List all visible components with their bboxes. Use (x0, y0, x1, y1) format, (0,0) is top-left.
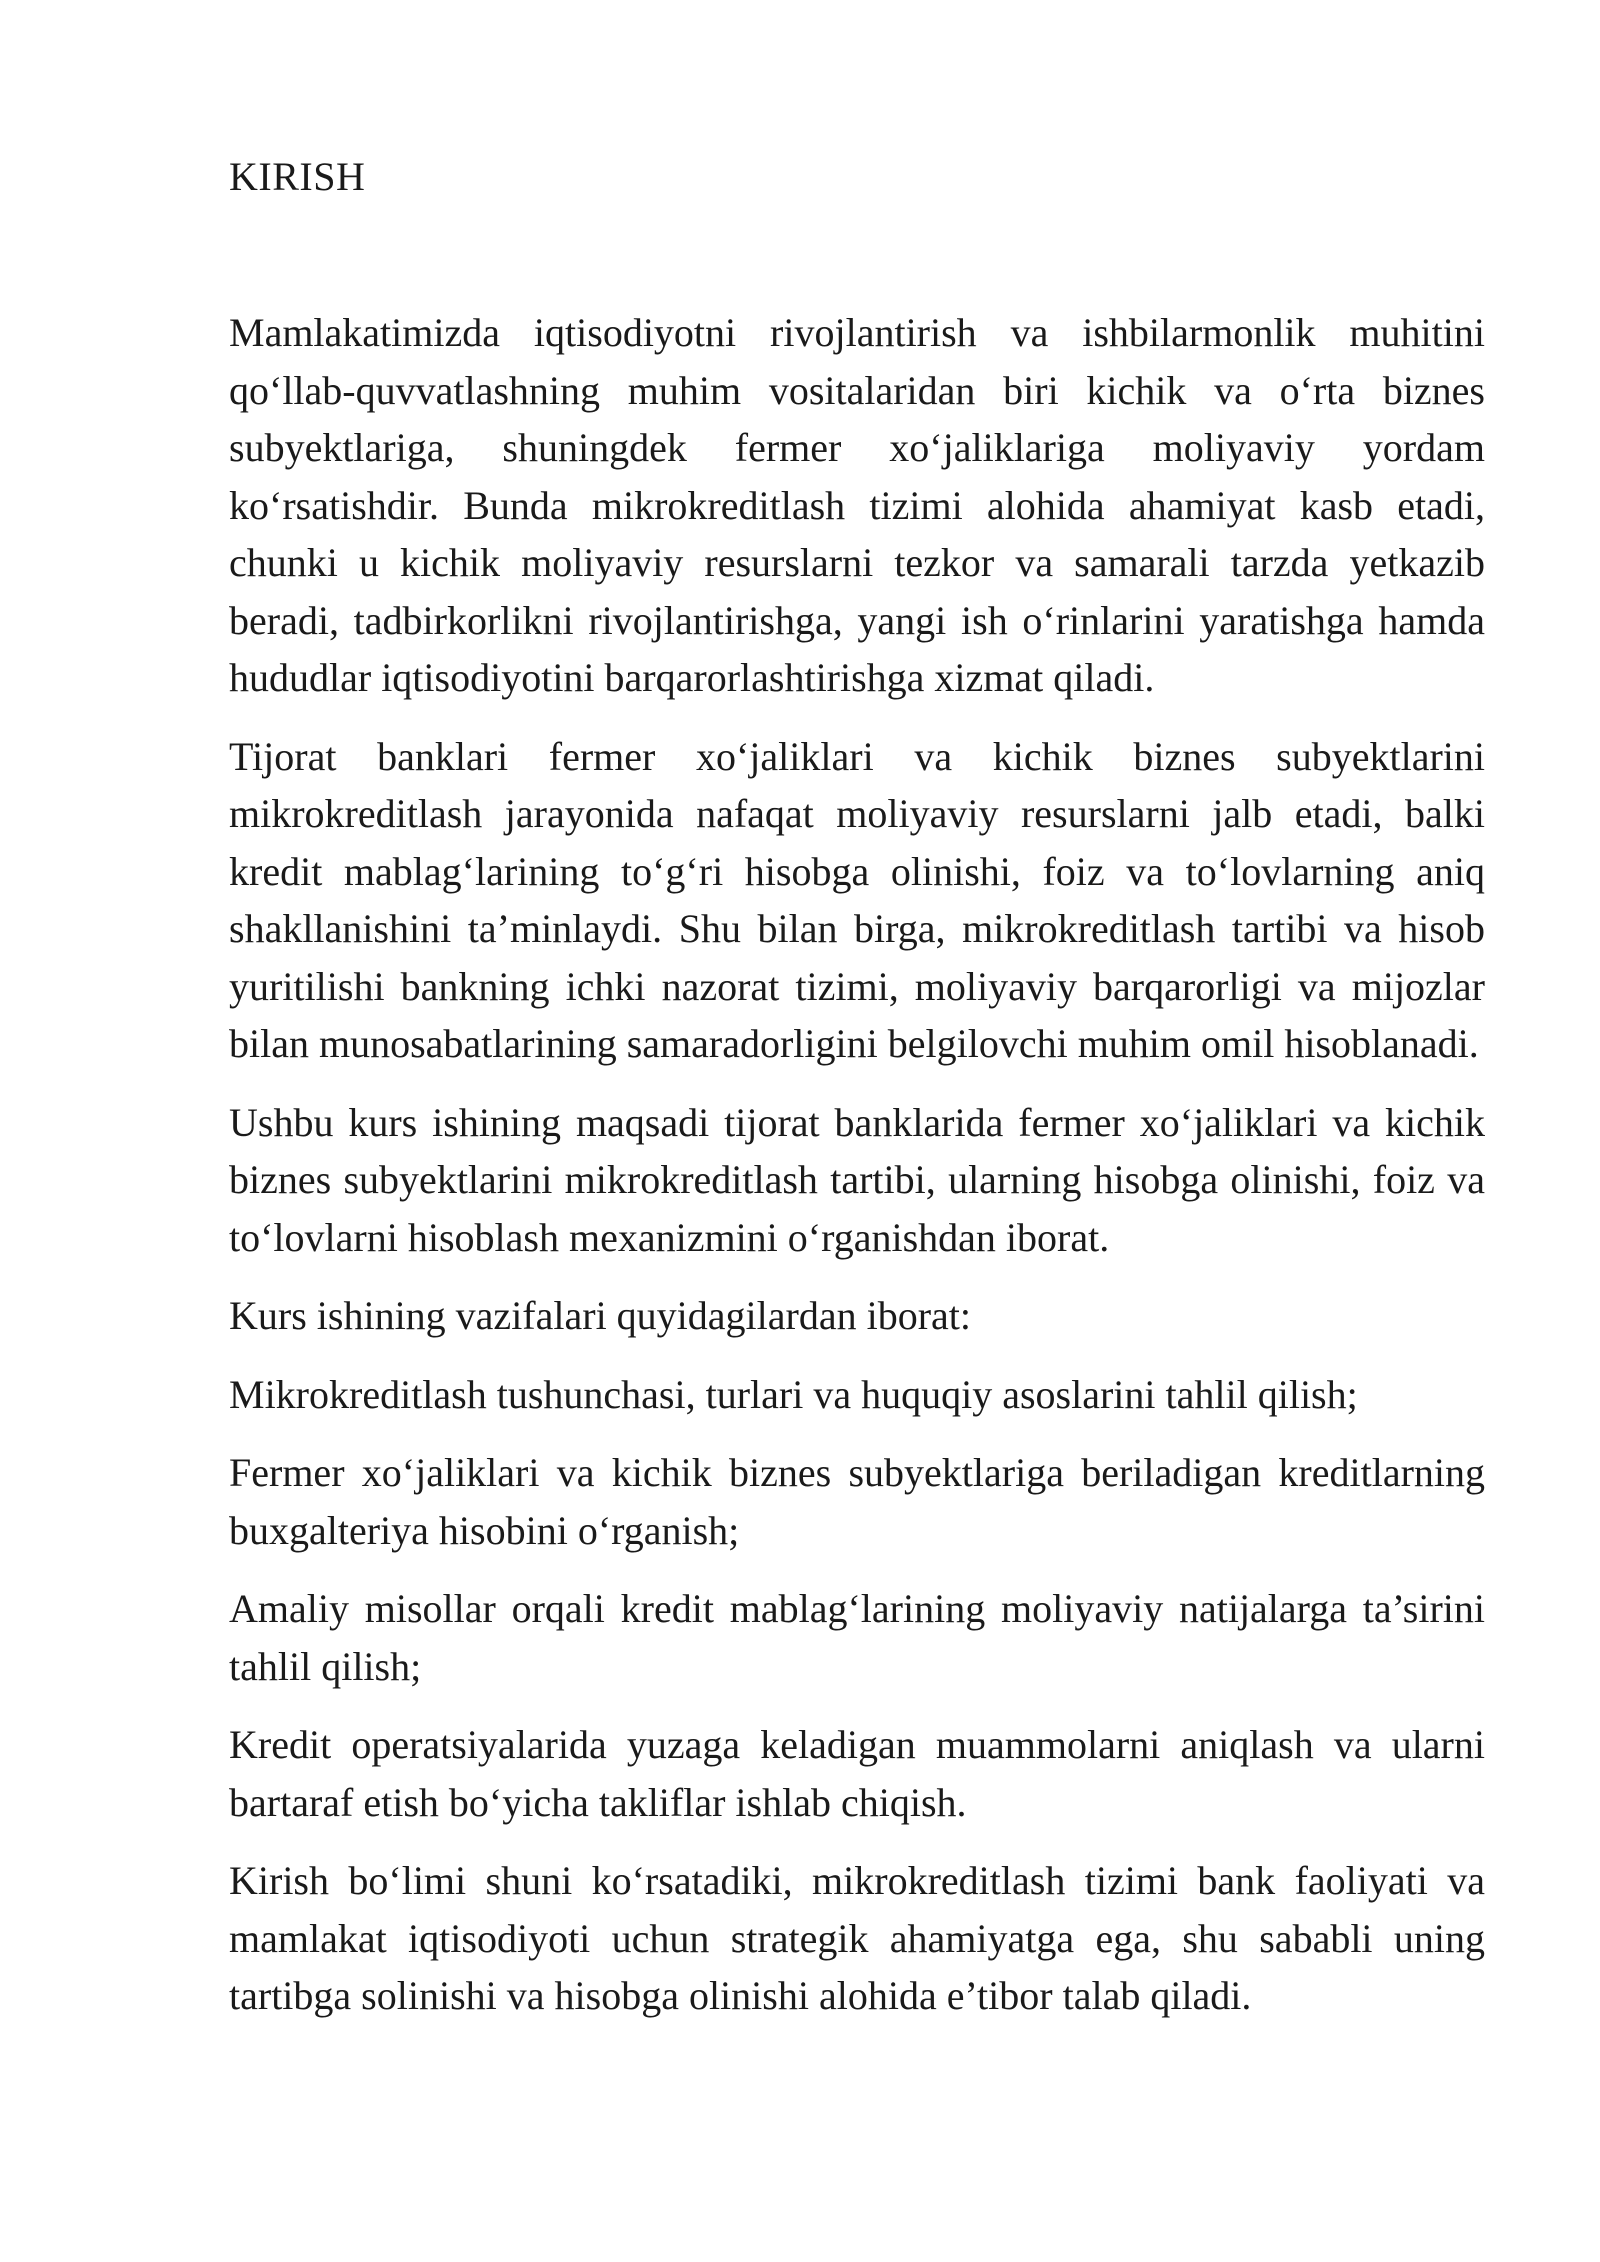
section-heading: KIRISH (229, 154, 366, 199)
paragraph-task-1: Mikrokreditlash tushunchasi, turlari va huquqiy asoslarini tahlil qilish; (229, 1371, 1358, 1417)
paragraph-task-2: Fermer xo‘jaliklari va kichik biznes subyektlariga beriladigan kreditlarning buxgalteriya hisobini o‘rganish; (229, 1450, 1485, 1553)
paragraph-goal: Ushbu kurs ishining maqsadi tijorat banklarida fermer xo‘jaliklari va kichik biznes subyektlarini mikrokreditlash tartibi, ularning hisobga olinishi, foiz va to‘lovlarni hisoblash mexanizmini o‘rganishdan iborat. (229, 1099, 1485, 1260)
paragraph-conclusion: Kirish bo‘limi shuni ko‘rsatadiki, mikrokreditlash tizimi bank faoliyati va mamlakat iqtisodiyoti uchun strategik ahamiyatga ega, shu sababli uning tartibga solinishi va hisobga olinishi alohida e’tibor talab qiladi. (229, 1858, 1485, 2018)
document-body (229, 148, 1485, 2046)
paragraph-banks: Tijorat banklari fermer xo‘jaliklari va kichik biznes subyektlarini mikrokreditlash jarayonida nafaqat moliyaviy resurslarni jalb etadi, balki kredit mablag‘larining to‘g‘ri hisobga olinishi, foiz va to‘lovlarning aniq shakllanishini ta’minlaydi. Shu bilan birga, mikrokreditlash tartibi va hisob yuritilishi bankning ichki nazorat tizimi, moliyaviy barqarorligi va mijozlar bilan munosabatlarining samaradorligini belgilovchi muhim omil hisoblanadi. (229, 733, 1485, 1066)
paragraph-task-4: Kredit operatsiyalarida yuzaga keladigan muammolarni aniqlash va ularni bartaraf etish bo‘yicha takliflar ishlab chiqish. (229, 1722, 1485, 1825)
paragraph-intro: Mamlakatimizda iqtisodiyotni rivojlantirish va ishbilarmonlik muhitini qo‘llab-quvvatlashning muhim vositalaridan biri kichik va o‘rta biznes subyektlariga, shuningdek fermer xo‘jaliklariga moliyaviy yordam ko‘rsatishdir. Bunda mikrokreditlash tizimi alohida ahamiyat kasb etadi, chunki u kichik moliyaviy resurslarni tezkor va samarali tarzda yetkazib beradi, tadbirkorlikni rivojlantirishga, yangi ish o‘rinlarini yaratishga hamda hududlar iqtisodiyotini barqarorlashtirishga xizmat qiladi. (229, 310, 1485, 700)
paragraph-tasks-intro: Kurs ishining vazifalari quyidagilardan iborat: (229, 1293, 972, 1338)
paragraph-task-3: Amaliy misollar orqali kredit mablag‘larining moliyaviy natijalarga ta’sirini tahlil qilish; (229, 1586, 1485, 1689)
